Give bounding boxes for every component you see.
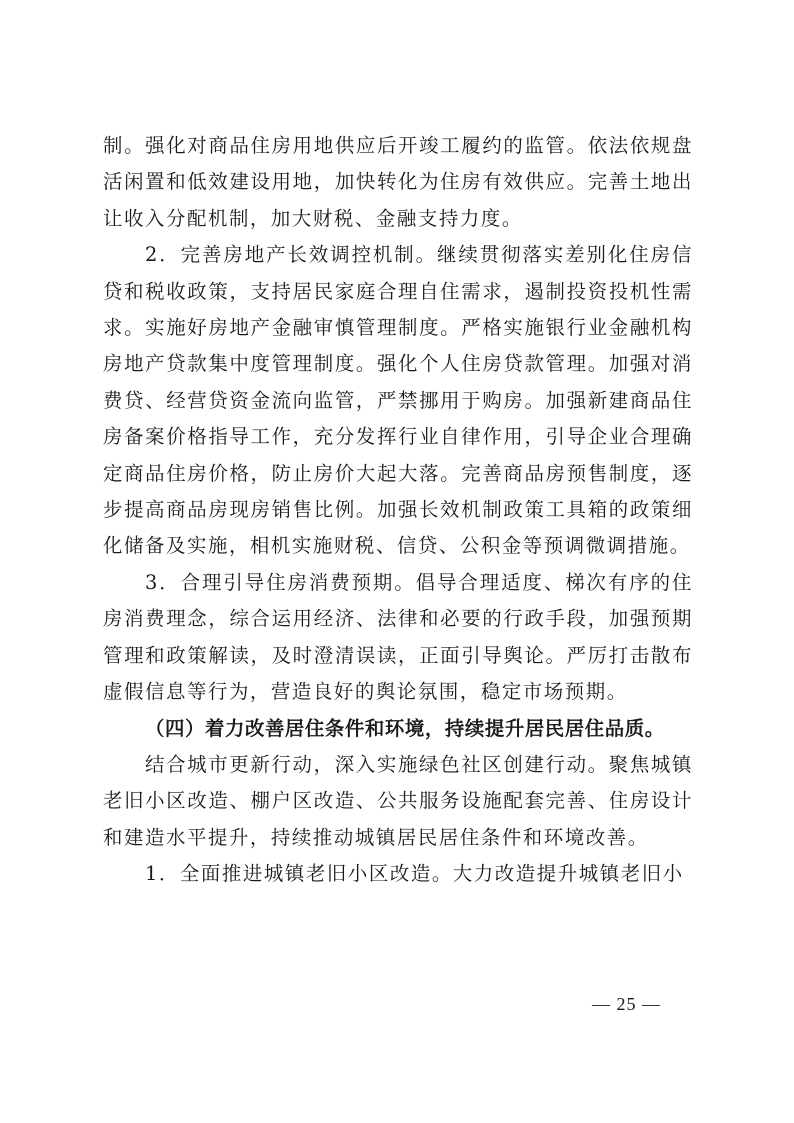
paragraph-item-1: 1．全面推进城镇老旧小区改造。大力改造提升城镇老旧小 — [145, 862, 684, 886]
document-body — [103, 128, 693, 893]
paragraph-item-3: 3．合理引导住房消费预期。倡导合理适度、梯次有序的住房消费理念，综合运用经济、法律和必要的行政手段，加强预期管理和政策解读，及时澄清误读，正面引导舆论。严厉打击散布虚假信息等行为，营造良好的舆论氛围，稳定市场预期。 — [103, 570, 693, 704]
paragraph-section-intro: 结合城市更新行动，深入实施绿色社区创建行动。聚焦城镇老旧小区改造、棚户区改造、公共服务设施配套完善、住房设计和建造水平提升，持续推动城镇居民居住条件和环境改善。 — [103, 752, 693, 849]
section-heading-4: （四）着力改善居住条件和环境，持续提升居民居住品质。 — [145, 716, 665, 740]
paragraph-continuation: 制。强化对商品住房用地供应后开竣工履约的监管。依法依规盘活闲置和低效建设用地，加快转化为住房有效供应。完善土地出让收入分配机制，加大财税、金融支持力度。 — [103, 134, 693, 230]
paragraph-item-2: 2．完善房地产长效调控机制。继续贯彻落实差别化住房信贷和税收政策，支持居民家庭合理自住需求，遏制投资投机性需求。实施好房地产金融审慎管理制度。严格实施银行业金融机构房地产贷款集中度管理制度。强化个人住房贷款管理。加强对消费贷、经营贷资金流向监管，严禁挪用于购房。加强新建商品住房备案价格指导工作，充分发挥行业自律作用，引导企业合理确定商品住房价格，防止房价大起大落。完善商品房预售制度，逐步提高商品房现房销售比例。加强长效机制政策工具箱的政策细化储备及实施，相机实施财税、信贷、公积金等预调微调措施。 — [103, 243, 693, 558]
page-number: — 25 — — [592, 994, 661, 1014]
